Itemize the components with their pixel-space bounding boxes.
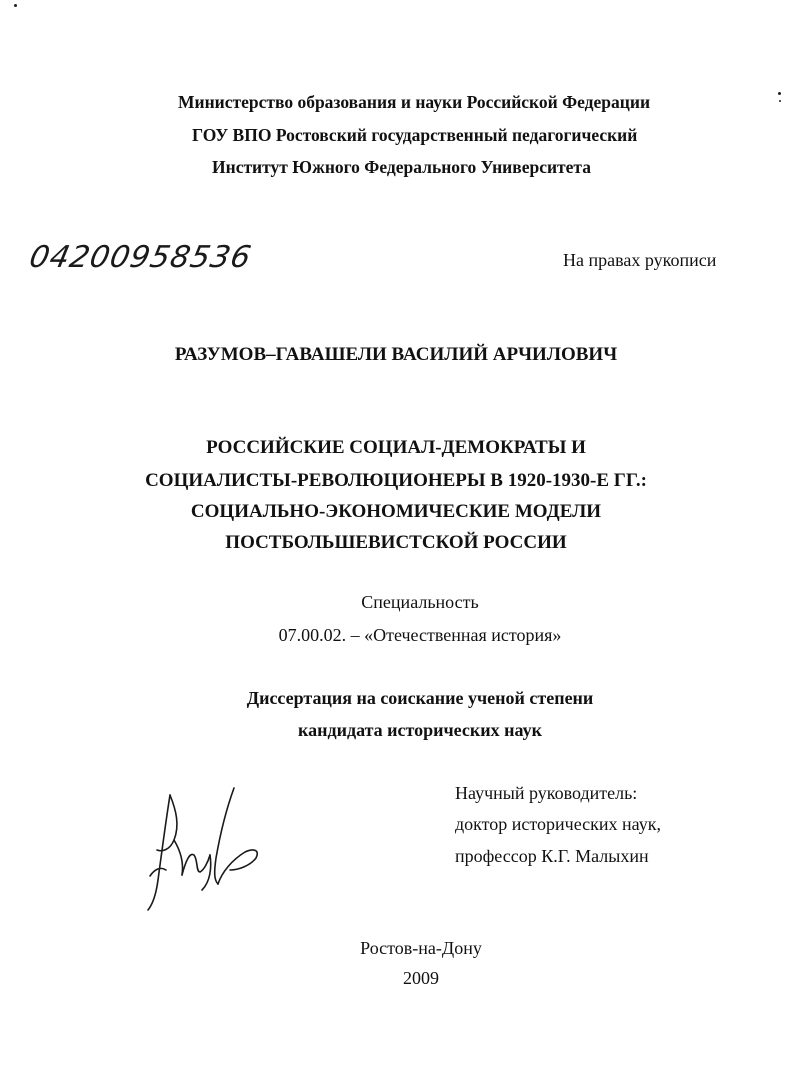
supervisor-degree: доктор исторических наук, <box>455 814 661 834</box>
institution-line-2: ГОУ ВПО Ростовский государственный педагогический <box>192 125 638 145</box>
author-name: РАЗУМОВ–ГАВАШЕЛИ ВАСИЛИЙ АРЧИЛОВИЧ <box>174 344 618 365</box>
specialty-label: Специальность <box>361 592 479 612</box>
title-line-1: РОССИЙСКИЕ СОЦИАЛ-ДЕМОКРАТЫ И <box>206 437 586 458</box>
institution-line-3: Институт Южного Федерального Университета <box>212 157 591 177</box>
title-line-3: СОЦИАЛЬНО-ЭКОНОМИЧЕСКИЕ МОДЕЛИ <box>190 501 602 522</box>
specialty-value: 07.00.02. – «Отечественная история» <box>278 625 562 645</box>
degree-line-1: Диссертация на соискание ученой степени <box>246 688 594 708</box>
rights-note: На правах рукописи <box>563 250 717 270</box>
supervisor-name: профессор К.Г. Малыхин <box>455 846 649 866</box>
institution-line-1: Министерство образования и науки Российской Федерации <box>178 92 651 112</box>
supervisor-label: Научный руководитель: <box>455 783 638 803</box>
scan-speck <box>779 100 781 102</box>
scan-speck <box>14 4 17 7</box>
signature <box>130 780 270 915</box>
degree-line-2: кандидата исторических наук <box>298 720 542 740</box>
title-line-4: ПОСТБОЛЬШЕВИСТСКОЙ РОССИИ <box>225 532 567 553</box>
scan-speck <box>778 92 781 95</box>
title-line-2: СОЦИАЛИСТЫ-РЕВОЛЮЦИОНЕРЫ В 1920-1930-Е ГГ.: <box>145 470 647 491</box>
footer-year: 2009 <box>403 968 439 988</box>
archive-stamp-number: 04200958536 <box>26 240 255 275</box>
footer-city: Ростов-на-Дону <box>360 938 482 958</box>
